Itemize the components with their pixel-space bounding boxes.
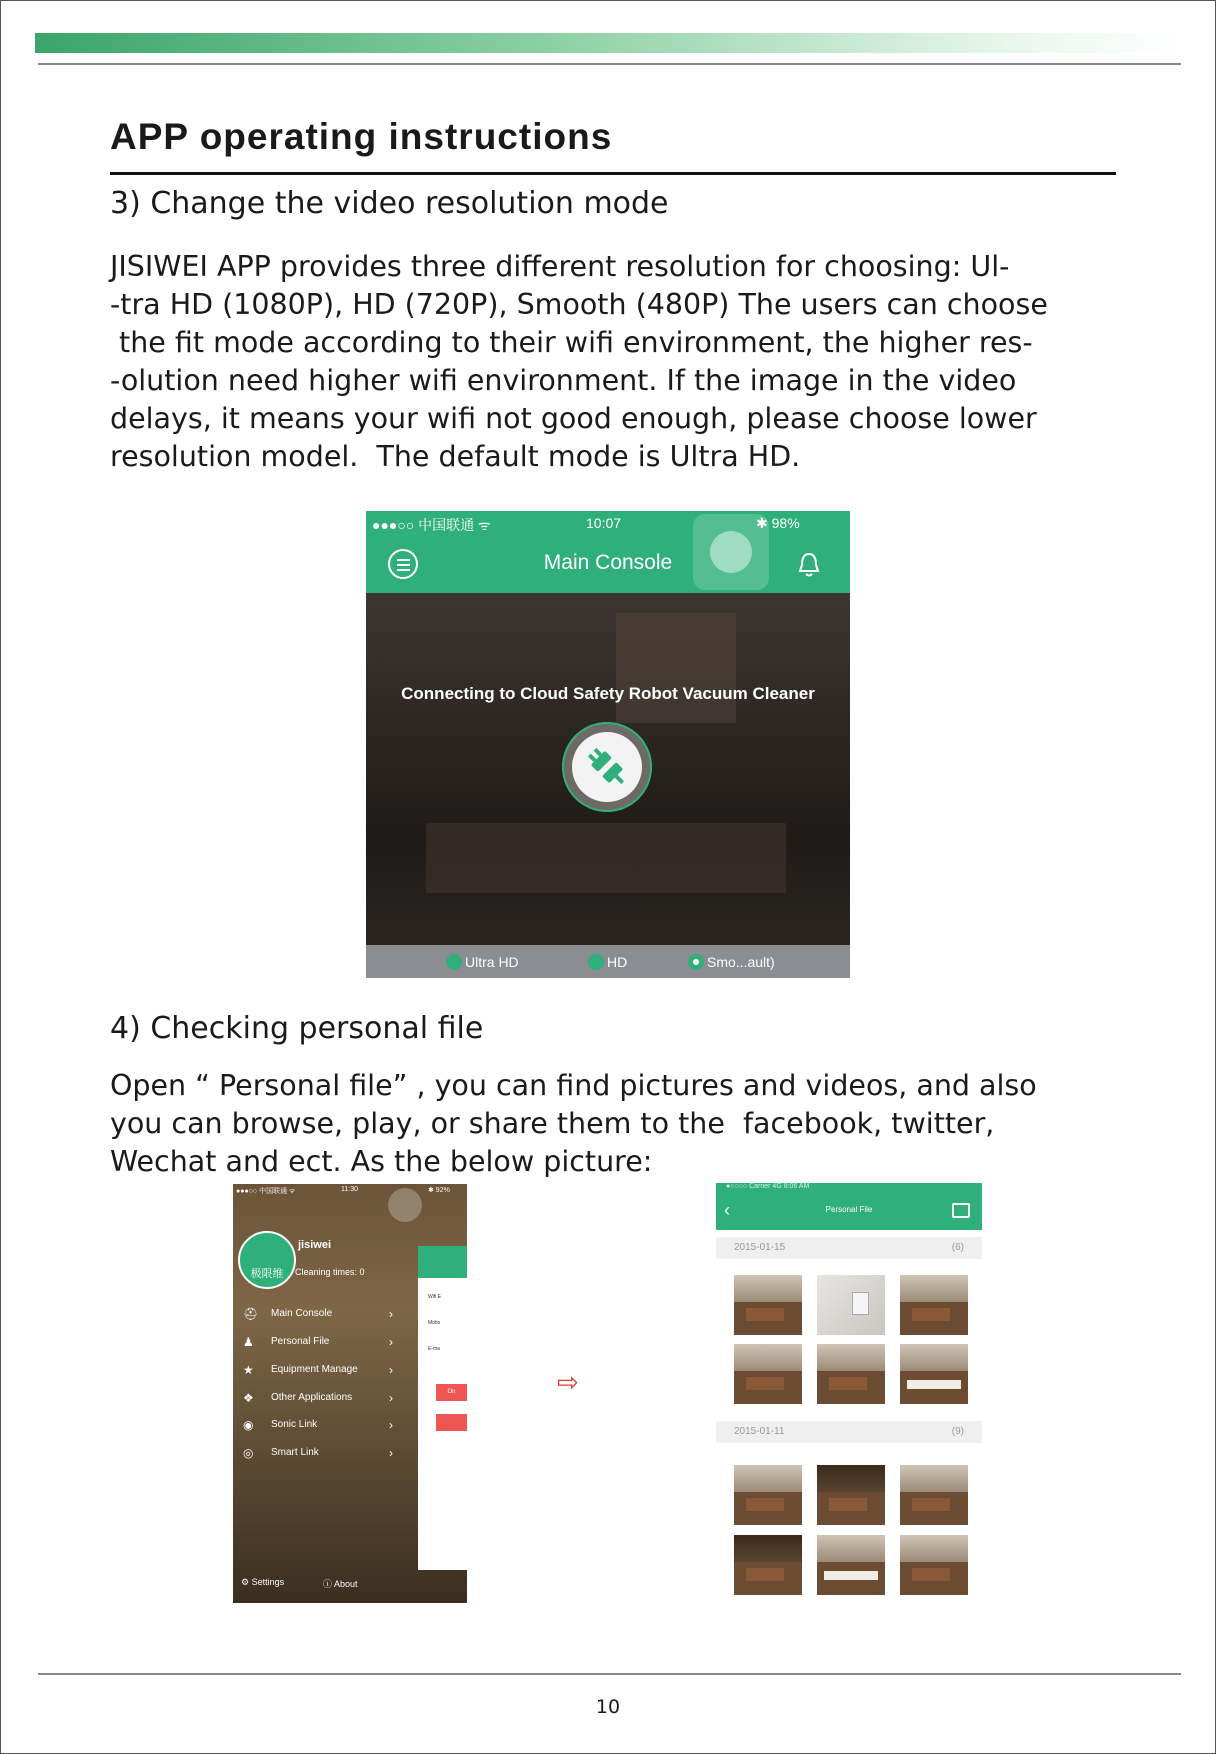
option-ultra-hd[interactable]: Ultra HD <box>465 954 519 970</box>
menu-item-main-console[interactable] <box>241 1304 401 1326</box>
photo-thumbnail[interactable] <box>900 1275 968 1335</box>
user-icon: ♟ <box>243 1335 254 1349</box>
star-icon: ★ <box>243 1363 254 1377</box>
back-icon[interactable]: ‹ <box>724 1200 730 1220</box>
date-group-header <box>716 1421 982 1443</box>
floating-assist-button[interactable] <box>388 1188 422 1222</box>
settings-link[interactable]: ⚙ Settings <box>241 1577 285 1587</box>
photo-thumbnail[interactable] <box>734 1535 802 1595</box>
menu-label: Smart Link <box>271 1447 319 1458</box>
about-link[interactable]: ⓘ About <box>323 1579 358 1589</box>
connect-plug-button[interactable] <box>562 722 652 812</box>
text-line: Wechat and ect. As the below picture: <box>110 1145 653 1178</box>
photo-thumbnail[interactable] <box>817 1344 885 1404</box>
text-line: you can browse, play, or share them to the facebook, twitter, <box>110 1107 995 1140</box>
panel-row: Motio <box>428 1320 441 1326</box>
cleaning-count: Cleaning times: 0 <box>295 1267 365 1277</box>
connecting-message: Connecting to Cloud Safety Robot Vacuum Cleaner <box>401 684 815 703</box>
section-4-title: 4) Checking personal file <box>110 1011 484 1046</box>
settings-label: Settings <box>251 1577 285 1587</box>
header-rule <box>38 63 1181 65</box>
app-header <box>716 1183 982 1230</box>
status-time: 10:07 <box>586 515 622 531</box>
menu-item-other-applications[interactable] <box>241 1388 401 1410</box>
menu-item-sonic-link[interactable] <box>241 1415 401 1437</box>
photo-thumbnail[interactable] <box>734 1275 802 1335</box>
personal-file-screenshot <box>716 1183 982 1603</box>
photo-thumbnail[interactable] <box>900 1535 968 1595</box>
panel-row: Wifi E <box>428 1294 442 1300</box>
screen-title: Personal File <box>825 1205 873 1214</box>
app-header <box>366 511 850 593</box>
plug-icon <box>572 732 642 802</box>
arrow-right-icon: ⇨ <box>557 1368 579 1398</box>
resolution-selector <box>366 945 850 978</box>
battery-status: ✱ 92% <box>428 1187 450 1194</box>
menu-label: Equipment Manage <box>271 1364 358 1375</box>
option-smooth[interactable]: Smo...ault) <box>707 954 775 970</box>
group-count: (6) <box>951 1242 964 1253</box>
section-3-title: 3) Change the video resolution mode <box>110 186 669 221</box>
page-title: APP operating instructions <box>110 116 613 157</box>
photo-thumbnail[interactable] <box>817 1465 885 1525</box>
share-icon[interactable] <box>952 1203 970 1218</box>
menu-label: Personal File <box>271 1336 330 1347</box>
background-panel <box>418 1246 467 1570</box>
radio-ultra-hd[interactable] <box>446 954 462 970</box>
photo-thumbnail[interactable] <box>900 1344 968 1404</box>
group-date: 2015-01-11 <box>734 1426 785 1437</box>
text-line: delays, it means your wifi not good enough, please choose lower <box>110 402 1037 435</box>
photo-thumbnail[interactable] <box>817 1275 885 1335</box>
menu-label: Other Applications <box>271 1392 353 1403</box>
battery-status: ✱ 98% <box>756 515 800 531</box>
text-line: -olution need higher wifi environment. If the image in the video <box>110 364 1017 397</box>
text-line: the fit mode according to their wifi environment, the higher res- <box>110 326 1033 359</box>
text-line: Open “ Personal file” , you can find pictures and videos, and also <box>110 1069 1037 1102</box>
sofa-shape <box>426 823 786 893</box>
username: jisiwei <box>298 1239 332 1251</box>
page-number: 10 <box>595 1696 621 1718</box>
chevron-right-icon: › <box>389 1391 393 1405</box>
window-shape <box>616 613 736 723</box>
about-label: About <box>334 1579 358 1589</box>
text-line: resolution model. The default mode is Ultra HD. <box>110 440 801 473</box>
main-console-screenshot <box>366 511 850 978</box>
side-menu-screenshot <box>233 1184 467 1603</box>
status-time: 11:30 <box>341 1186 358 1193</box>
photo-thumbnail[interactable] <box>734 1465 802 1525</box>
text-line: -tra HD (1080P), HD (720P), Smooth (480P) The users can choose <box>110 288 1048 321</box>
helmet-icon: ⛑ <box>243 1307 259 1321</box>
bell-icon[interactable] <box>796 551 822 579</box>
chevron-right-icon: › <box>389 1335 393 1349</box>
menu-label: Main Console <box>271 1308 333 1319</box>
text-line: JISIWEI APP provides three different resolution for choosing: Ul- <box>110 250 1010 283</box>
avatar[interactable]: 极限维 <box>238 1231 296 1289</box>
photo-thumbnail[interactable] <box>900 1465 968 1525</box>
panel-row: E-ma <box>428 1346 440 1352</box>
photo-thumbnail[interactable] <box>817 1535 885 1595</box>
wifi-icon: ◎ <box>243 1446 254 1460</box>
menu-item-smart-link[interactable] <box>241 1443 401 1465</box>
panel-header <box>418 1246 467 1278</box>
section-4-paragraph <box>110 1067 1140 1181</box>
floating-assist-button[interactable] <box>693 514 769 590</box>
footer-rule <box>38 1673 1181 1675</box>
carrier-status: ●●●○○ 中国联通 ᯤ <box>372 517 491 533</box>
radio-smooth[interactable] <box>688 954 704 970</box>
date-group-header <box>716 1237 982 1259</box>
header-gradient-bar <box>35 33 1180 53</box>
cube-icon: ❖ <box>243 1391 254 1405</box>
group-date: 2015-01-15 <box>734 1242 786 1253</box>
section-3-paragraph <box>110 248 1140 476</box>
sound-wave-icon: ◉ <box>243 1418 254 1432</box>
carrier-status: ●●●○○ 中国联通 ᯤ <box>236 1188 296 1195</box>
group-count: (9) <box>951 1426 964 1437</box>
chevron-right-icon: › <box>389 1446 393 1460</box>
chevron-right-icon: › <box>389 1418 393 1432</box>
option-hd[interactable]: HD <box>607 954 628 970</box>
panel-button[interactable] <box>436 1414 467 1431</box>
menu-item-personal-file[interactable] <box>241 1332 401 1354</box>
panel-on-button[interactable]: On <box>436 1384 467 1401</box>
menu-item-equipment-manage[interactable] <box>241 1360 401 1382</box>
chevron-right-icon: › <box>389 1363 393 1377</box>
screen-title: Main Console <box>543 551 673 574</box>
menu-label: Sonic Link <box>271 1419 318 1430</box>
photo-thumbnail[interactable] <box>734 1344 802 1404</box>
chevron-right-icon: › <box>389 1307 393 1321</box>
carrier-status: ●○○○○ Carrier 4G 8:06 AM <box>726 1183 810 1190</box>
radio-hd[interactable] <box>588 954 604 970</box>
title-underline <box>110 172 1116 175</box>
